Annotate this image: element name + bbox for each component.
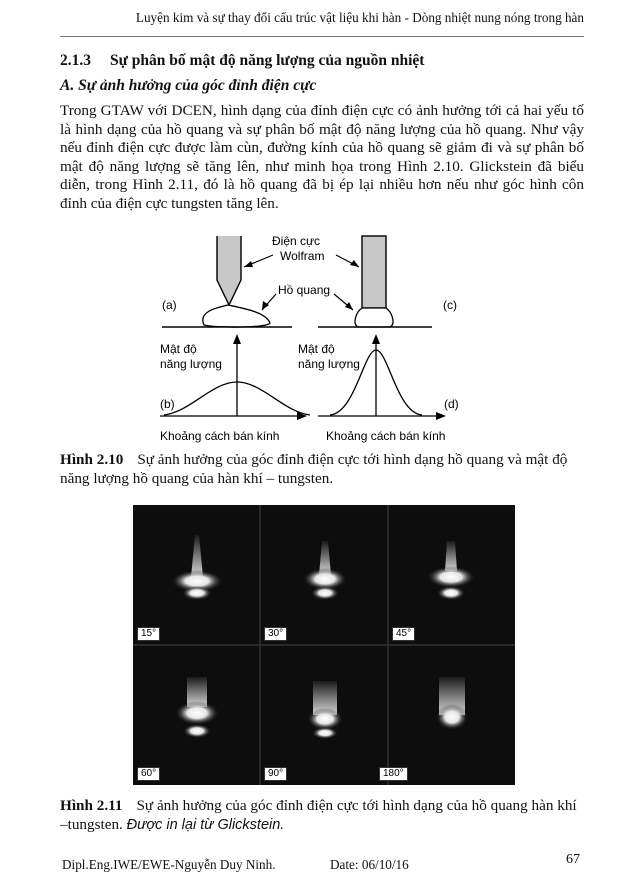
arc-45deg [427, 541, 475, 600]
electrode-label-line1: Điện cực [272, 234, 321, 248]
panel-label-30: 30° [264, 627, 287, 641]
panel-c-label: (c) [443, 298, 457, 312]
figure-2-11-caption [60, 796, 584, 835]
arc-photographs [133, 505, 515, 785]
panel-label-45: 45° [392, 627, 415, 641]
wide-arc-shape [203, 305, 270, 327]
arc-30deg [303, 541, 347, 600]
section-heading [60, 52, 424, 70]
figure-2-10-caption-text: Sự ảnh hưởng của góc đỉnh điện cực tới hình dạng hồ quang và mật độ năng lượng hồ quang của hàn khí – tungsten. [60, 451, 568, 487]
figure-2-10-diagram [140, 228, 480, 446]
arc-label: Hồ quang [278, 283, 331, 297]
figure-2-10-caption [60, 450, 584, 488]
panel-b-label: (b) [160, 397, 175, 411]
figure-2-11-caption-source: Được in lại từ Glickstein. [126, 817, 285, 833]
arc-15deg [171, 535, 223, 600]
blunt-electrode [362, 236, 386, 308]
sharp-electrode [217, 236, 241, 305]
panel-d-label: (d) [444, 397, 459, 411]
arc-180deg [436, 677, 468, 730]
page-number: 67 [566, 852, 580, 867]
panel-label-180: 180° [379, 767, 408, 781]
running-header: Luyện kim và sự thay đổi cấu trúc vật liệu khi hàn - Dòng nhiệt nung nóng trong hàn [135, 10, 584, 25]
arc-60deg [175, 677, 219, 738]
panel-a-label: (a) [162, 298, 177, 312]
arc-90deg [307, 681, 343, 739]
figure-2-11-caption-label: Hình 2.11 [60, 797, 123, 814]
x-axis-label-left: Khoảng cách bán kính [160, 429, 280, 443]
figure-2-10-caption-label: Hình 2.10 [60, 451, 124, 468]
density-label-left-2: năng lượng [160, 357, 222, 371]
density-label-right-2: năng lượng [298, 357, 360, 371]
density-label-right-1: Mật độ [298, 342, 335, 356]
header-divider [60, 36, 584, 37]
x-axis-label-right: Khoảng cách bán kính [326, 429, 446, 443]
figure-2-11-caption-text: Sự ảnh hưởng của góc đỉnh điện cực tới hình dạng của hồ quang hàn khí –tungsten. [60, 797, 577, 833]
footer-author: Dipl.Eng.IWE/EWE-Nguyễn Duy Ninh. [62, 857, 276, 872]
narrow-arc-shape [355, 308, 393, 327]
footer-date: Date: 06/10/16 [330, 857, 409, 872]
subsection-heading: A. Sự ảnh hưởng của góc đỉnh điện cực [60, 77, 317, 94]
density-label-left-1: Mật độ [160, 342, 197, 356]
panel-label-15: 15° [137, 627, 160, 641]
body-paragraph: Trong GTAW với DCEN, hình dạng của đỉnh điện cực có ảnh hưởng tới cả hai yếu tố là hình dạng của hồ quang và sự phân bố mật độ năng lượng của hồ quang. Như vậy nếu đỉnh điện cực được làm cùn, đường kính của hồ quang sẽ giảm đi và sự phân bố mật độ năng lượng sẽ tăng lên, như minh họa trong Hình 2.10. Glickstein đã biểu diễn, trong Hình 2.11, đó là hồ quang đã bị ép lại nhiều hơn nếu như góc hình côn đỉnh của điện cực tungsten tăng lên. [60, 102, 584, 212]
arc-photograph-grid [133, 505, 515, 785]
panel-label-90: 90° [264, 767, 287, 781]
electrode-label-line2: Wolfram [280, 249, 325, 263]
panel-label-60: 60° [137, 767, 160, 781]
section-title: Sự phân bố mật độ năng lượng của nguồn nhiệt [110, 52, 425, 69]
section-number: 2.1.3 [60, 52, 91, 69]
